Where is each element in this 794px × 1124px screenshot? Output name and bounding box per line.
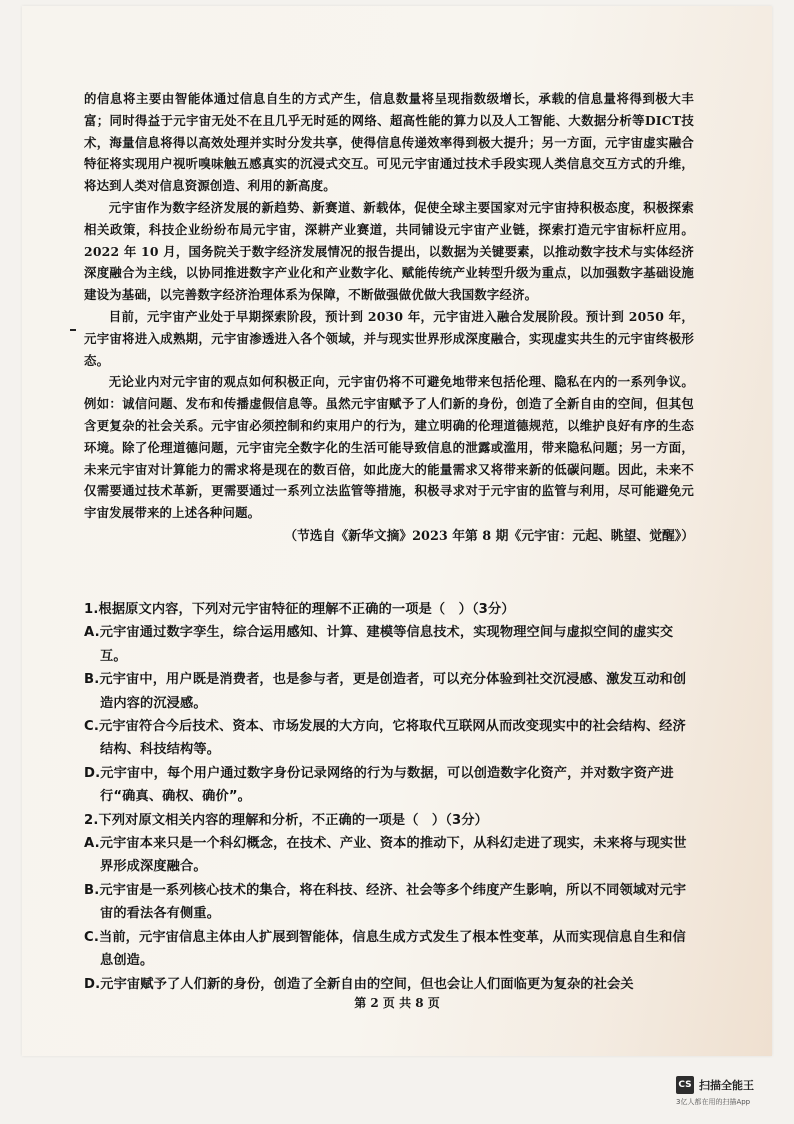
cs-logo-icon: CS [676, 1076, 694, 1094]
passage [84, 88, 694, 544]
question-2-option-a: A.元宇宙本来只是一个科幻概念，在技术、产业、资本的推动下，从科幻走进了现实，未来将与现实世界形成深度融合。 [84, 836, 687, 875]
margin-mark [70, 329, 76, 331]
question-1-option-d: D.元宇宙中，每个用户通过数字身份记录网络的行为与数据，可以创造数字化资产，并对数字资产进行“确真、确权、确价”。 [84, 765, 674, 805]
passage-paragraph-1: 的信息将主要由智能体通过信息自生的方式产生，信息数量将呈现指数级增长，承载的信息量将得到极大丰富；同时得益于元宇宙无处不在且几乎无时延的网络、超高性能的算力以及人工智能、大数据分析等DICT技术，海量信息将得以高效处理并实时分发共享，使得信息传递效率得到极大提升；另一方面，元宇宙虚实融合特征将实现用户视听嗅味触五感真实的沉浸式交互。可见元宇宙通过技术手段实现人类信息交互方式的升维，将达到人类对信息资源创造、利用的新高度。 [84, 91, 694, 194]
question-1-stem: 1.根据原文内容，下列对元宇宙特征的理解不正确的一项是（ ）（3分） [84, 602, 515, 617]
passage-paragraph-3: 目前，元宇宙产业处于早期探索阶段，预计到 2030 年，元宇宙进入融合发展阶段。预计到 2050 年，元宇宙将进入成熟期，元宇宙渗透进入各个领域，并与现实世界形成深度融合，实现虚实共生的元宇宙终极形态。 [84, 308, 694, 368]
question-1-option-b: B.元宇宙中，用户既是消费者，也是参与者，更是创造者，可以充分体验到社交沉浸感、激发互动和创造内容的沉浸感。 [84, 672, 687, 711]
scanner-watermark [676, 1076, 754, 1094]
question-2-option-c: C.当前，元宇宙信息主体由人扩展到智能体，信息生成方式发生了根本性变革，从而实现信息自生和信息创造。 [84, 929, 686, 969]
passage-source: （节选自《新华文摘》2023 年第 8 期《元宇宙：元起、眺望、觉醒》） [284, 528, 694, 544]
question-2-stem: 2.下列对原文相关内容的理解和分析，不正确的一项是（ ）（3分） [84, 812, 488, 828]
question-2-option-b: B.元宇宙是一系列核心技术的集合，将在科技、经济、社会等多个纬度产生影响，所以不同领域对元宇宙的看法各有侧重。 [84, 882, 687, 922]
question-1-option-a: A.元宇宙通过数字孪生，综合运用感知、计算、建模等信息技术，实现物理空间与虚拟空间的虚实交互。 [84, 625, 674, 664]
question-block [84, 598, 694, 996]
question-2-option-d: D.元宇宙赋予了人们新的身份，创造了全新自由的空间，但也会让人们面临更为复杂的社会关 [84, 976, 634, 992]
passage-paragraph-4: 无论业内对元宇宙的观点如何积极正向，元宇宙仍将不可避免地带来包括伦理、隐私在内的一系列争议。例如：诚信问题、发布和传播虚假信息等。虽然元宇宙赋予了人们新的身份，创造了全新自由的空间，但其包含更复杂的社会关系。元宇宙必须控制和约束用户的行为，建立明确的伦理道德规范，以维护良好有序的生态环境。除了伦理道德问题，元宇宙完全数字化的生活可能导致信息的泄露或滥用，带来隐私问题；另一方面，未来元宇宙对计算能力的需求将是现在的数百倍，如此庞大的能量需求又将带来新的低碳问题。因此，未来不仅需要通过技术革新，更需要通过一系列立法监管等措施，积极寻求对于元宇宙的监管与利用，尽可能避免元宇宙发展带来的上述各种问题。 [84, 374, 694, 521]
page-number: 第 2 页 共 8 页 [354, 996, 440, 1010]
question-1-option-c: C.元宇宙符合今后技术、资本、市场发展的大方向，它将取代互联网从而改变现实中的社会结构、经济结构、科技结构等。 [84, 719, 686, 758]
scanner-tagline: 3亿人都在用的扫描App [676, 1098, 751, 1106]
scanner-app-name: 扫描全能王 [699, 1079, 754, 1092]
passage-paragraph-2: 元宇宙作为数字经济发展的新趋势、新赛道、新载体，促使全球主要国家对元宇宙持积极态度，积极探索相关政策，科技企业纷纷布局元宇宙，深耕产业赛道，共同铺设元宇宙产业链，探索打造元宇宙标杆应用。2022 年 10 月，国务院关于数字经济发展情况的报告提出，以数据为关键要素，以推动数字技术与实体经济深度融合为主线，以协同推进数字产业化和产业数字化、赋能传统产业转型升级为重点，以加强数字基础设施建设为基础，以完善数字经济治理体系为保障，不断做强做优做大我国数字经济。 [84, 199, 694, 303]
